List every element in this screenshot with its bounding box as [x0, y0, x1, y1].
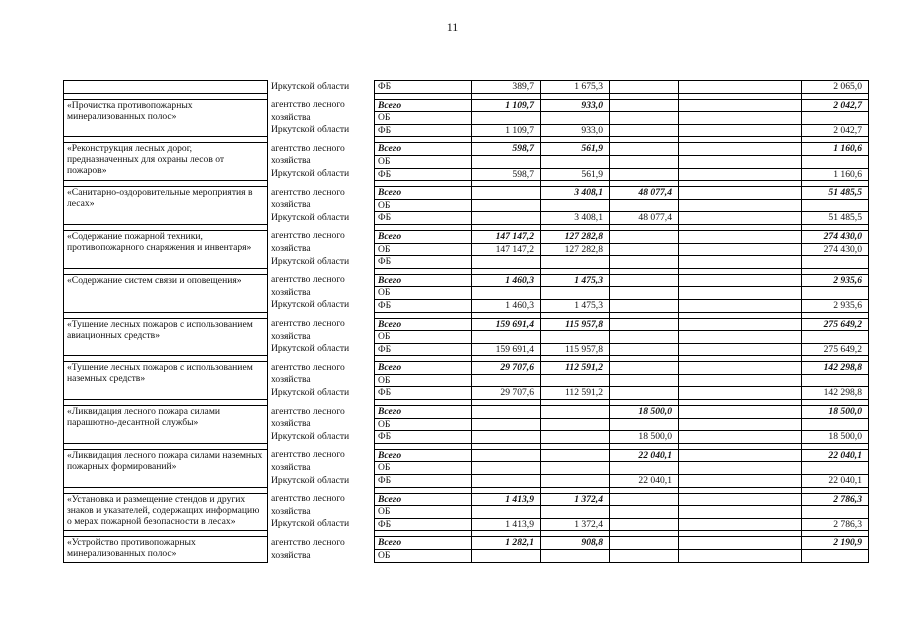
src-cell: ОБ: [375, 287, 472, 300]
v3-cell: 18 500,0: [610, 406, 679, 419]
v1-cell: 598,7: [472, 168, 541, 181]
v2-cell: [541, 506, 610, 519]
org-cell: агентство лесного: [268, 230, 375, 243]
v4-cell: [679, 187, 802, 200]
total-cell: 2 786,3: [802, 518, 869, 531]
src-cell: ФБ: [375, 343, 472, 356]
v1-cell: [472, 212, 541, 225]
org-cell: агентство лесного: [268, 362, 375, 375]
v1-cell: [472, 506, 541, 519]
total-cell: [802, 287, 869, 300]
v2-cell: 127 282,8: [541, 230, 610, 243]
v2-cell: 127 282,8: [541, 243, 610, 256]
v2-cell: 908,8: [541, 537, 610, 550]
v2-cell: [541, 475, 610, 488]
v1-cell: [472, 199, 541, 212]
total-cell: [802, 331, 869, 344]
total-cell: 1 160,6: [802, 168, 869, 181]
v1-cell: [472, 406, 541, 419]
src-cell: ФБ: [375, 475, 472, 488]
org-cell: агентство лесного: [268, 187, 375, 200]
v2-cell: 933,0: [541, 99, 610, 112]
v3-cell: [610, 124, 679, 137]
v2-cell: [541, 406, 610, 419]
table-row: [64, 318, 869, 331]
v4-cell: [679, 518, 802, 531]
v3-cell: [610, 256, 679, 269]
org-cell: хозяйства: [268, 155, 375, 168]
org-cell: хозяйства: [268, 462, 375, 475]
v4-cell: [679, 143, 802, 156]
v1-cell: [472, 550, 541, 563]
v1-cell: 389,7: [472, 81, 541, 94]
table-row: [64, 187, 869, 200]
total-cell: [802, 256, 869, 269]
v3-cell: [610, 168, 679, 181]
v1-cell: [472, 187, 541, 200]
v4-cell: [679, 243, 802, 256]
total-cell: [802, 112, 869, 125]
src-cell: ФБ: [375, 81, 472, 94]
v2-cell: [541, 418, 610, 431]
v3-cell: [610, 374, 679, 387]
v4-cell: [679, 343, 802, 356]
v3-cell: [610, 99, 679, 112]
src-cell: ФБ: [375, 256, 472, 269]
src-cell: Всего: [375, 143, 472, 156]
activity-cell: «Тушение лесных пожаров с использованием авиационных средств»: [64, 318, 268, 356]
org-cell: Иркутской области: [268, 212, 375, 225]
v4-cell: [679, 406, 802, 419]
org-cell: хозяйства: [268, 199, 375, 212]
page-number: 11: [446, 20, 459, 34]
org-cell: хозяйства: [268, 112, 375, 125]
org-cell: Иркутской области: [268, 168, 375, 181]
v4-cell: [679, 449, 802, 462]
table-row: [64, 143, 869, 156]
v4-cell: [679, 506, 802, 519]
v2-cell: 1 372,4: [541, 493, 610, 506]
v1-cell: 159 691,4: [472, 318, 541, 331]
total-cell: [802, 418, 869, 431]
v1-cell: [472, 155, 541, 168]
v2-cell: 112 591,2: [541, 387, 610, 400]
activity-cell: «Устройство противопожарных минерализованных полос»: [64, 537, 268, 562]
total-cell: 274 430,0: [802, 243, 869, 256]
v2-cell: 561,9: [541, 143, 610, 156]
total-cell: 18 500,0: [802, 431, 869, 444]
org-cell: Иркутской области: [268, 299, 375, 312]
v3-cell: [610, 518, 679, 531]
v3-cell: [610, 243, 679, 256]
activity-cell: «Содержание пожарной техники, противопожарного снаряжения и инвентаря»: [64, 230, 268, 268]
org-cell: агентство лесного: [268, 318, 375, 331]
table-row: [64, 230, 869, 243]
org-cell: хозяйства: [268, 550, 375, 563]
v1-cell: [472, 462, 541, 475]
org-cell: Иркутской области: [268, 475, 375, 488]
src-cell: ОБ: [375, 462, 472, 475]
table-row: [64, 81, 869, 94]
total-cell: 51 485,5: [802, 187, 869, 200]
v4-cell: [679, 537, 802, 550]
table-row: [64, 99, 869, 112]
v2-cell: [541, 155, 610, 168]
v2-cell: 115 957,8: [541, 343, 610, 356]
activity-cell: «Тушение лесных пожаров с использованием наземных средств»: [64, 362, 268, 400]
total-cell: 22 040,1: [802, 475, 869, 488]
v2-cell: 112 591,2: [541, 362, 610, 375]
total-cell: 22 040,1: [802, 449, 869, 462]
v3-cell: [610, 362, 679, 375]
v2-cell: 3 408,1: [541, 187, 610, 200]
v2-cell: [541, 331, 610, 344]
v3-cell: [610, 199, 679, 212]
org-cell: хозяйства: [268, 506, 375, 519]
v2-cell: 933,0: [541, 124, 610, 137]
v1-cell: 29 707,6: [472, 362, 541, 375]
src-cell: ФБ: [375, 212, 472, 225]
v1-cell: [472, 256, 541, 269]
table-row: [64, 537, 869, 550]
activity-cell: «Установка и размещение стендов и других знаков и указателей, содержащих информацию о мерах пожарной безопасности в лесах»: [64, 493, 268, 531]
v4-cell: [679, 168, 802, 181]
v1-cell: 598,7: [472, 143, 541, 156]
v2-cell: [541, 256, 610, 269]
v3-cell: 48 077,4: [610, 187, 679, 200]
total-cell: 2 190,9: [802, 537, 869, 550]
v4-cell: [679, 199, 802, 212]
v2-cell: [541, 462, 610, 475]
v2-cell: [541, 550, 610, 563]
total-cell: [802, 199, 869, 212]
v4-cell: [679, 362, 802, 375]
v1-cell: 147 147,2: [472, 230, 541, 243]
v2-cell: 561,9: [541, 168, 610, 181]
budget-table: [63, 80, 869, 563]
v3-cell: [610, 143, 679, 156]
total-cell: 275 649,2: [802, 343, 869, 356]
v2-cell: 1 475,3: [541, 274, 610, 287]
src-cell: Всего: [375, 493, 472, 506]
src-cell: ОБ: [375, 155, 472, 168]
org-cell: хозяйства: [268, 418, 375, 431]
v1-cell: 1 282,1: [472, 537, 541, 550]
v1-cell: 29 707,6: [472, 387, 541, 400]
v1-cell: [472, 418, 541, 431]
total-cell: 2 065,0: [802, 81, 869, 94]
v3-cell: [610, 506, 679, 519]
v1-cell: 1 109,7: [472, 99, 541, 112]
src-cell: Всего: [375, 406, 472, 419]
activity-cell: «Санитарно-оздоровительные мероприятия в лесах»: [64, 187, 268, 225]
v4-cell: [679, 212, 802, 225]
v1-cell: [472, 374, 541, 387]
v2-cell: 3 408,1: [541, 212, 610, 225]
v2-cell: 1 475,3: [541, 299, 610, 312]
v4-cell: [679, 374, 802, 387]
v4-cell: [679, 274, 802, 287]
activity-cell: «Ликвидация лесного пожара силами парашютно-десантной службы»: [64, 406, 268, 444]
v4-cell: [679, 462, 802, 475]
org-cell: Иркутской области: [268, 256, 375, 269]
src-cell: Всего: [375, 537, 472, 550]
total-cell: [802, 462, 869, 475]
org-cell: хозяйства: [268, 287, 375, 300]
org-cell: агентство лесного: [268, 143, 375, 156]
activity-cell: «Ликвидация лесного пожара силами наземных пожарных формирований»: [64, 449, 268, 487]
src-cell: ФБ: [375, 518, 472, 531]
total-cell: 1 160,6: [802, 143, 869, 156]
v3-cell: [610, 112, 679, 125]
src-cell: Всего: [375, 449, 472, 462]
v3-cell: 48 077,4: [610, 212, 679, 225]
total-cell: 2 786,3: [802, 493, 869, 506]
v1-cell: 1 460,3: [472, 274, 541, 287]
src-cell: ОБ: [375, 112, 472, 125]
v3-cell: [610, 155, 679, 168]
v1-cell: 147 147,2: [472, 243, 541, 256]
table-row: [64, 406, 869, 419]
org-cell: Иркутской области: [268, 518, 375, 531]
src-cell: Всего: [375, 187, 472, 200]
v1-cell: [472, 431, 541, 444]
v1-cell: 1 413,9: [472, 518, 541, 531]
org-cell: Иркутской области: [268, 431, 375, 444]
v3-cell: 22 040,1: [610, 449, 679, 462]
total-cell: 274 430,0: [802, 230, 869, 243]
total-cell: [802, 506, 869, 519]
v4-cell: [679, 112, 802, 125]
v3-cell: [610, 343, 679, 356]
v2-cell: [541, 431, 610, 444]
src-cell: ОБ: [375, 331, 472, 344]
src-cell: ФБ: [375, 431, 472, 444]
v4-cell: [679, 431, 802, 444]
v3-cell: [610, 537, 679, 550]
v3-cell: [610, 550, 679, 563]
table-body: [64, 81, 869, 563]
v4-cell: [679, 299, 802, 312]
src-cell: Всего: [375, 99, 472, 112]
table-row: [64, 449, 869, 462]
org-cell: хозяйства: [268, 331, 375, 344]
v3-cell: [610, 299, 679, 312]
org-cell: Иркутской области: [268, 81, 375, 94]
v1-cell: 1 460,3: [472, 299, 541, 312]
activity-cell: «Содержание систем связи и оповещения»: [64, 274, 268, 312]
src-cell: ОБ: [375, 550, 472, 563]
v4-cell: [679, 387, 802, 400]
v3-cell: 22 040,1: [610, 475, 679, 488]
v4-cell: [679, 331, 802, 344]
total-cell: [802, 550, 869, 563]
src-cell: ОБ: [375, 199, 472, 212]
org-cell: Иркутской области: [268, 387, 375, 400]
src-cell: ОБ: [375, 243, 472, 256]
v4-cell: [679, 230, 802, 243]
src-cell: ФБ: [375, 124, 472, 137]
v1-cell: [472, 449, 541, 462]
v2-cell: [541, 112, 610, 125]
v2-cell: 115 957,8: [541, 318, 610, 331]
table-row: [64, 362, 869, 375]
total-cell: [802, 374, 869, 387]
v4-cell: [679, 418, 802, 431]
v3-cell: [610, 493, 679, 506]
total-cell: 18 500,0: [802, 406, 869, 419]
v3-cell: [610, 274, 679, 287]
table-row: [64, 493, 869, 506]
v3-cell: [610, 287, 679, 300]
v4-cell: [679, 287, 802, 300]
v3-cell: [610, 418, 679, 431]
org-cell: агентство лесного: [268, 99, 375, 112]
v4-cell: [679, 318, 802, 331]
src-cell: ФБ: [375, 299, 472, 312]
src-cell: ФБ: [375, 387, 472, 400]
v2-cell: [541, 199, 610, 212]
src-cell: ОБ: [375, 418, 472, 431]
v1-cell: [472, 331, 541, 344]
activity-cell: «Прочистка противопожарных минерализованных полос»: [64, 99, 268, 137]
v1-cell: [472, 112, 541, 125]
total-cell: [802, 155, 869, 168]
org-cell: хозяйства: [268, 243, 375, 256]
src-cell: ОБ: [375, 374, 472, 387]
v3-cell: 18 500,0: [610, 431, 679, 444]
v1-cell: 1 413,9: [472, 493, 541, 506]
org-cell: агентство лесного: [268, 537, 375, 550]
org-cell: Иркутской области: [268, 124, 375, 137]
src-cell: Всего: [375, 274, 472, 287]
total-cell: 2 042,7: [802, 99, 869, 112]
total-cell: 275 649,2: [802, 318, 869, 331]
src-cell: ОБ: [375, 506, 472, 519]
org-cell: агентство лесного: [268, 449, 375, 462]
v4-cell: [679, 256, 802, 269]
src-cell: Всего: [375, 230, 472, 243]
v1-cell: 159 691,4: [472, 343, 541, 356]
v1-cell: [472, 475, 541, 488]
v3-cell: [610, 331, 679, 344]
v3-cell: [610, 81, 679, 94]
v4-cell: [679, 155, 802, 168]
v4-cell: [679, 550, 802, 563]
src-cell: Всего: [375, 318, 472, 331]
org-cell: агентство лесного: [268, 406, 375, 419]
total-cell: 142 298,8: [802, 362, 869, 375]
total-cell: 2 935,6: [802, 299, 869, 312]
activity-cell: [64, 81, 268, 94]
v2-cell: 1 372,4: [541, 518, 610, 531]
v2-cell: 1 675,3: [541, 81, 610, 94]
total-cell: 2 042,7: [802, 124, 869, 137]
v2-cell: [541, 287, 610, 300]
v2-cell: [541, 449, 610, 462]
total-cell: 2 935,6: [802, 274, 869, 287]
v3-cell: [610, 462, 679, 475]
v2-cell: [541, 374, 610, 387]
v4-cell: [679, 475, 802, 488]
src-cell: ФБ: [375, 168, 472, 181]
org-cell: хозяйства: [268, 374, 375, 387]
total-cell: 51 485,5: [802, 212, 869, 225]
org-cell: агентство лесного: [268, 493, 375, 506]
v1-cell: [472, 287, 541, 300]
activity-cell: «Реконструкция лесных дорог, предназначенных для охраны лесов от пожаров»: [64, 143, 268, 181]
table-row: [64, 274, 869, 287]
org-cell: агентство лесного: [268, 274, 375, 287]
src-cell: Всего: [375, 362, 472, 375]
v1-cell: 1 109,7: [472, 124, 541, 137]
v3-cell: [610, 387, 679, 400]
total-cell: 142 298,8: [802, 387, 869, 400]
v4-cell: [679, 124, 802, 137]
v3-cell: [610, 230, 679, 243]
v4-cell: [679, 81, 802, 94]
v4-cell: [679, 493, 802, 506]
org-cell: Иркутской области: [268, 343, 375, 356]
v3-cell: [610, 318, 679, 331]
v4-cell: [679, 99, 802, 112]
